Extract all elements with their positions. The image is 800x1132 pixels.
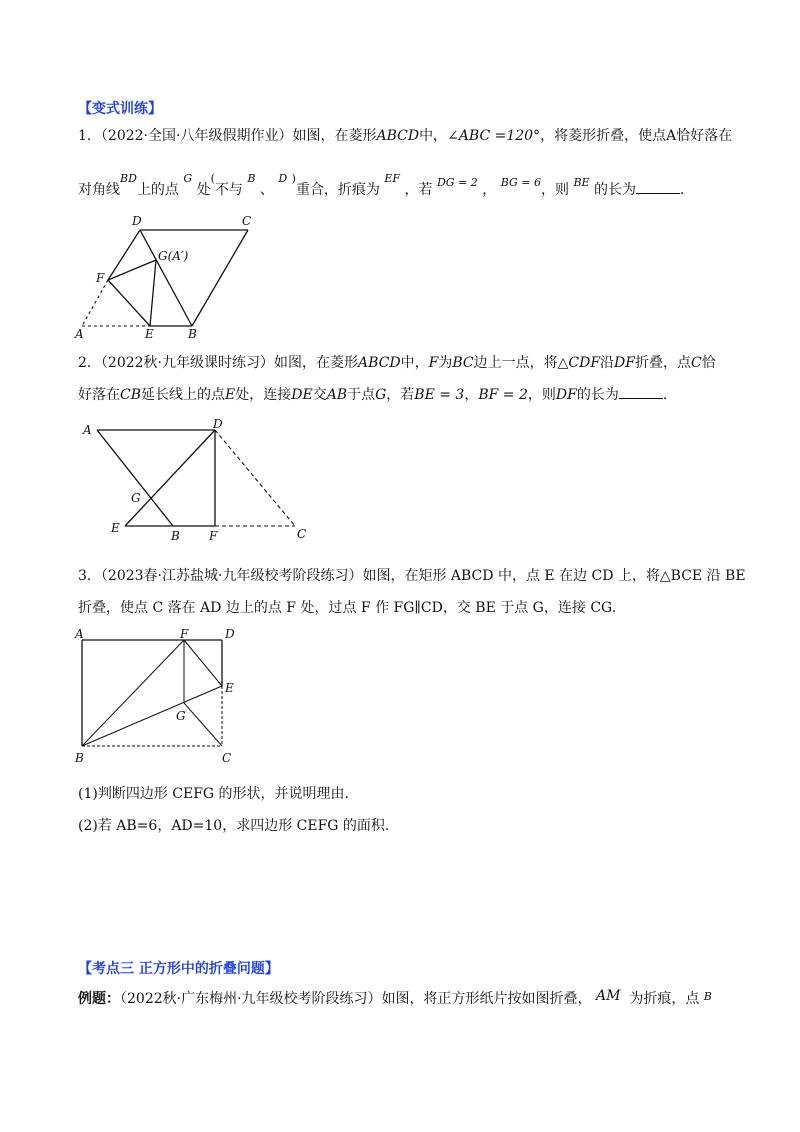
example-label: 例题： xyxy=(78,991,120,1007)
q2-math: CB xyxy=(120,387,141,403)
q1-text: . xyxy=(680,182,685,198)
q3-line2: 折叠，使点 C 落在 AD 边上的点 F 处，过点 F 作 FG∥CD，交 BE 于点 G，连接 CG. xyxy=(78,600,617,616)
q3-label-G: G xyxy=(176,709,186,723)
q3-label-E: E xyxy=(225,681,234,695)
q1-label-C: C xyxy=(242,214,252,228)
q3-text: （2023春·江苏盐城·九年级校考阶段练习）如图，在矩形 ABCD 中，点 E 在边 CD 上，将△BCE 沿 BE xyxy=(100,568,746,584)
q2-math: DF xyxy=(555,387,577,403)
q3-line1 xyxy=(78,566,746,586)
q1-math: EF xyxy=(384,172,401,185)
q3-label-A: A xyxy=(75,628,84,641)
q1-math: BE xyxy=(573,176,590,189)
q2-text: 交 xyxy=(312,387,327,403)
example-text: （2022秋·广东梅州·九年级校考阶段练习）如图，将正方形纸片按如图折叠， xyxy=(120,991,592,1007)
q2-text: ，若 xyxy=(386,387,415,403)
q2-math: BE = 3 xyxy=(414,387,465,403)
q1-math: B xyxy=(247,172,256,185)
q1-math: BD xyxy=(120,172,137,185)
q2-label-E: E xyxy=(111,521,120,535)
q1-text: ，若 xyxy=(404,182,433,198)
q1-line1 xyxy=(78,126,732,146)
q3-label-B: B xyxy=(75,751,84,765)
q2-math: ABCD xyxy=(358,355,401,371)
section-title-square-folding: 【考点三 正方形中的折叠问题】 xyxy=(78,961,279,977)
q1-text: 重合，折痕为 xyxy=(295,182,380,198)
q2-source: （2022秋·九年级课时练习） xyxy=(100,355,275,371)
q3-subquestion-2: (2)若 AB=6，AD=10，求四边形 CEFG 的面积. xyxy=(78,818,390,834)
q2-text: 延长线上的点 xyxy=(141,387,225,403)
q3-figure xyxy=(72,628,242,766)
q2-text: 沿 xyxy=(600,355,615,371)
q1-text: 对角线 xyxy=(78,182,120,198)
q1-text: ，将菱形折叠，使点A恰好落在 xyxy=(540,128,733,144)
q2-text: 于点 xyxy=(347,387,376,403)
q1-text: 、 xyxy=(259,182,274,198)
q2-text: 如图，在菱形 xyxy=(274,355,359,371)
q1-paren: ) xyxy=(291,172,296,185)
q2-text: . xyxy=(662,387,668,403)
q1-text: 的长为 xyxy=(594,182,637,198)
q1-label-E: E xyxy=(145,327,154,341)
q1-text: 中， xyxy=(419,128,448,144)
q2-math: G xyxy=(375,387,387,403)
q1-paren: ( xyxy=(210,172,215,185)
q1-text: 如图，在菱形 xyxy=(292,128,377,144)
example-text: 为折痕，点 xyxy=(629,991,700,1007)
q2-math: △CDF xyxy=(557,355,601,371)
q2-math: DF xyxy=(614,355,635,371)
q1-math: D xyxy=(278,172,288,185)
q2-text: ，则 xyxy=(527,387,556,403)
q1-text: 不与 xyxy=(214,182,243,198)
q2-line2 xyxy=(78,385,667,405)
q3-number: 3． xyxy=(78,568,101,584)
q1-text: ，则 xyxy=(541,182,569,198)
example-line xyxy=(78,989,712,1010)
q1-angle: ∠ABC =120° xyxy=(447,128,541,144)
q2-label-A: A xyxy=(83,423,92,437)
q1-label-F: F xyxy=(96,271,105,285)
q3-label-C: C xyxy=(222,751,232,765)
q2-answer-blank[interactable] xyxy=(619,386,663,399)
q1-figure xyxy=(70,212,260,342)
q1-line2 xyxy=(78,172,685,201)
q2-math: BC xyxy=(452,355,474,371)
q2-label-B: B xyxy=(171,529,180,543)
q2-text: 的长为 xyxy=(576,387,619,403)
q2-label-C: C xyxy=(297,527,307,541)
q1-math: ABCD xyxy=(376,128,420,144)
q3-label-D: D xyxy=(225,628,235,641)
q2-math: DE xyxy=(291,387,313,403)
example-math: B xyxy=(703,990,712,1003)
q2-label-F: F xyxy=(209,529,218,543)
q1-text: ， xyxy=(482,182,497,198)
q1-answer-blank[interactable] xyxy=(636,181,680,194)
q2-figure xyxy=(75,418,325,546)
example-math: AM xyxy=(595,988,621,1004)
q2-text: ， xyxy=(464,387,479,403)
q2-text: 中， xyxy=(400,355,429,371)
q2-math: F xyxy=(428,355,439,371)
q2-math: C xyxy=(690,355,702,371)
q2-label-G: G xyxy=(131,491,141,505)
q2-label-D: D xyxy=(213,418,223,431)
q2-text: 边上一点，将 xyxy=(473,355,558,371)
q1-label-D: D xyxy=(132,214,142,228)
q1-label-A: A xyxy=(75,327,84,341)
q2-text: 恰 xyxy=(701,355,716,371)
q2-text: 为 xyxy=(438,355,453,371)
q2-text: 折叠，点 xyxy=(634,355,691,371)
q2-text: 好落在 xyxy=(78,387,120,403)
q1-number: 1． xyxy=(78,128,101,144)
q1-text: 上的点 xyxy=(136,182,179,198)
q1-math: BG = 6 xyxy=(500,176,541,189)
q1-label-B: B xyxy=(188,327,197,341)
section-title-variant-training: 【变式训练】 xyxy=(78,101,162,117)
q1-math: DG = 2 xyxy=(436,176,478,189)
q2-number: 2． xyxy=(78,355,101,371)
q2-math: BF = 2 xyxy=(478,387,528,403)
q1-text: 处 xyxy=(196,182,211,198)
q3-label-F: F xyxy=(180,628,189,641)
q1-label-G: G(A′) xyxy=(158,249,189,263)
q1-math: G xyxy=(183,172,193,185)
q2-text: 处，连接 xyxy=(235,387,292,403)
q3-subquestion-1: (1)判断四边形 CEFG 的形状，并说明理由. xyxy=(78,786,350,802)
q2-math: E xyxy=(225,387,236,403)
q1-source: （2022·全国·八年级假期作业） xyxy=(100,128,293,144)
q2-line1 xyxy=(78,353,716,373)
q2-math: AB xyxy=(326,387,348,403)
